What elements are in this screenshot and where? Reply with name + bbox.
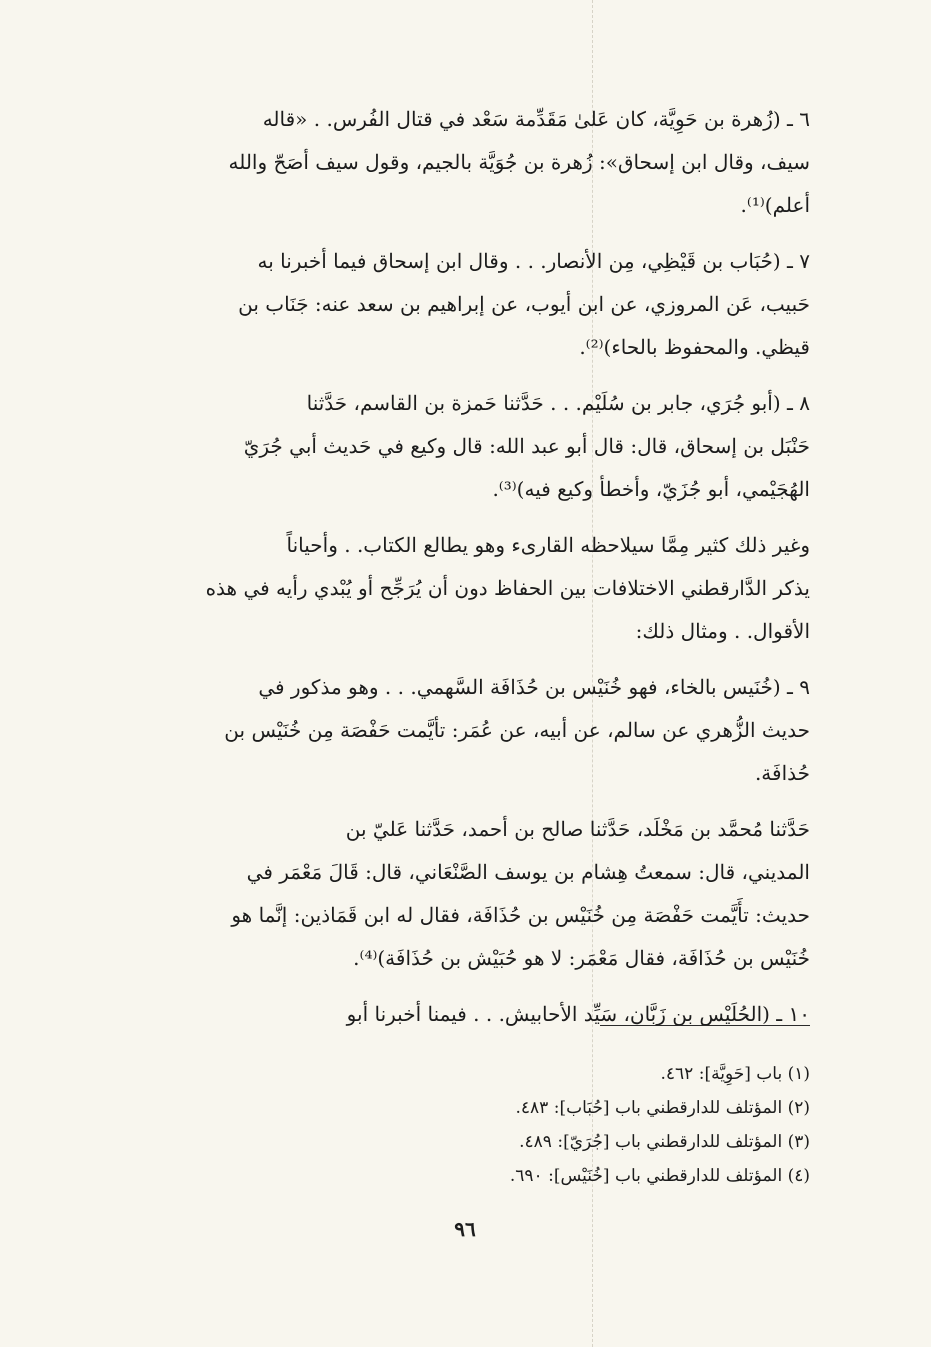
text-line: حديث الزُّهري عن سالم، عن أبيه، عن عُمَر: تأيَّمت حَفْصَة مِن خُنَيْس بن [224, 718, 810, 742]
text-line: ٩ ـ (خُنَيس بالخاء، فهو خُنَيْس بن حُذَافَة السَّهمي. . . وهو مذكور في [258, 675, 810, 699]
entry-9 [122, 666, 810, 795]
text-line: قيظي. والمحفوظ بالحاء)⁽²⁾. [579, 335, 810, 359]
footnote-1: (١) باب [حَوِيَّة]: ٤٦٢. [660, 1064, 810, 1084]
text-line: حَبيب، عَن المروزي، عن ابن أيوب، عن إبراهيم بن سعد عنه: جَنَاب بن [238, 292, 810, 316]
text-line: ١٠ ـ (الحُلَيْس بن زَبَّان، سَيِّد الأحابيش. . . فيمنا أخبرنا أبو [346, 1002, 810, 1026]
footnote-3: (٣) المؤتلف للدارقطني باب [جُرَيّ]: ٤٨٩. [519, 1132, 810, 1152]
text-line: يذكر الدَّارقطني الاختلافات بين الحفاظ دون أن يُرَجِّح أو يُبْدي رأيه في هذه [205, 576, 810, 600]
text-line: ٨ ـ (أبو جُرَي، جابر بن سُلَيْم. . . حَدَّثنا حَمزة بن القاسم، حَدَّثنا [306, 391, 810, 415]
text-line: وغير ذلك كثير مِمَّا سيلاحظه القارىء وهو يطالع الكتاب. . وأحياناً [286, 533, 810, 557]
footnotes [122, 1057, 810, 1193]
text-line: الأقوال. . ومثال ذلك: [635, 619, 810, 643]
footnote-4: (٤) المؤتلف للدارقطني باب [خُنَيْس]: ٦٩٠. [509, 1166, 810, 1186]
main-text [122, 98, 810, 1049]
text-line: خُنَيْس بن حُذَافَة، فقال مَعْمَر: لا هو حُبَيْش بن حُذَافَة)⁽⁴⁾. [353, 946, 810, 970]
text-line: ٦ ـ (زُهرة بن حَوِيَّة، كان عَلىٰ مَقَدِّمة سَعْد في قتال الفُرس. . «قاله [262, 107, 810, 131]
footnote-separator [600, 1025, 810, 1026]
entry-6 [122, 98, 810, 227]
text-line: حَدَّثنا مُحمَّد بن مَخْلَد، حَدَّثنا صالح بن أحمد، حَدَّثنا عَليّ بن [345, 817, 810, 841]
text-line: حديث: تأَيَّمت حَفْصَة مِن خُنَيْس بن حُذَافَة، فقال له ابن قَمَاذين: إنَّما هو [231, 903, 810, 927]
isnad-paragraph [122, 808, 810, 980]
text-line: ٧ ـ (حُبَاب بن قَيْظِي، مِن الأنصار. . . وقال ابن إسحاق فيما أخبرنا به [257, 249, 810, 273]
commentary-paragraph [122, 524, 810, 653]
entry-8 [122, 382, 810, 511]
entry-10 [122, 993, 810, 1036]
footnote-2: (٢) المؤتلف للدارقطني باب [حُبَاب]: ٤٨٣. [515, 1098, 810, 1118]
text-line: حَنْبَل بن إسحاق، قال: قال أبو عبد الله: قال وكيع في حَديث أبي جُرَيّ [243, 434, 810, 458]
text-line: أعلم)⁽¹⁾. [740, 193, 810, 217]
entry-7 [122, 240, 810, 369]
text-line: المديني، قال: سمعتُ هِشام بن يوسف الصَّنْعَاني، قال: قَالَ مَعْمَر في [246, 860, 810, 884]
page-number: ٩٦ [454, 1217, 476, 1241]
text-line: سيف، وقال ابن إسحاق»: زُهرة بن جُوَيَّة بالجيم، وقول سيف أصَحّ والله [228, 150, 810, 174]
text-line: حُذافَة. [754, 761, 810, 785]
text-line: الهُجَيْمي، أبو جُزَيّ، وأخطأ وكيع فيه)⁽³⁾. [492, 477, 810, 501]
